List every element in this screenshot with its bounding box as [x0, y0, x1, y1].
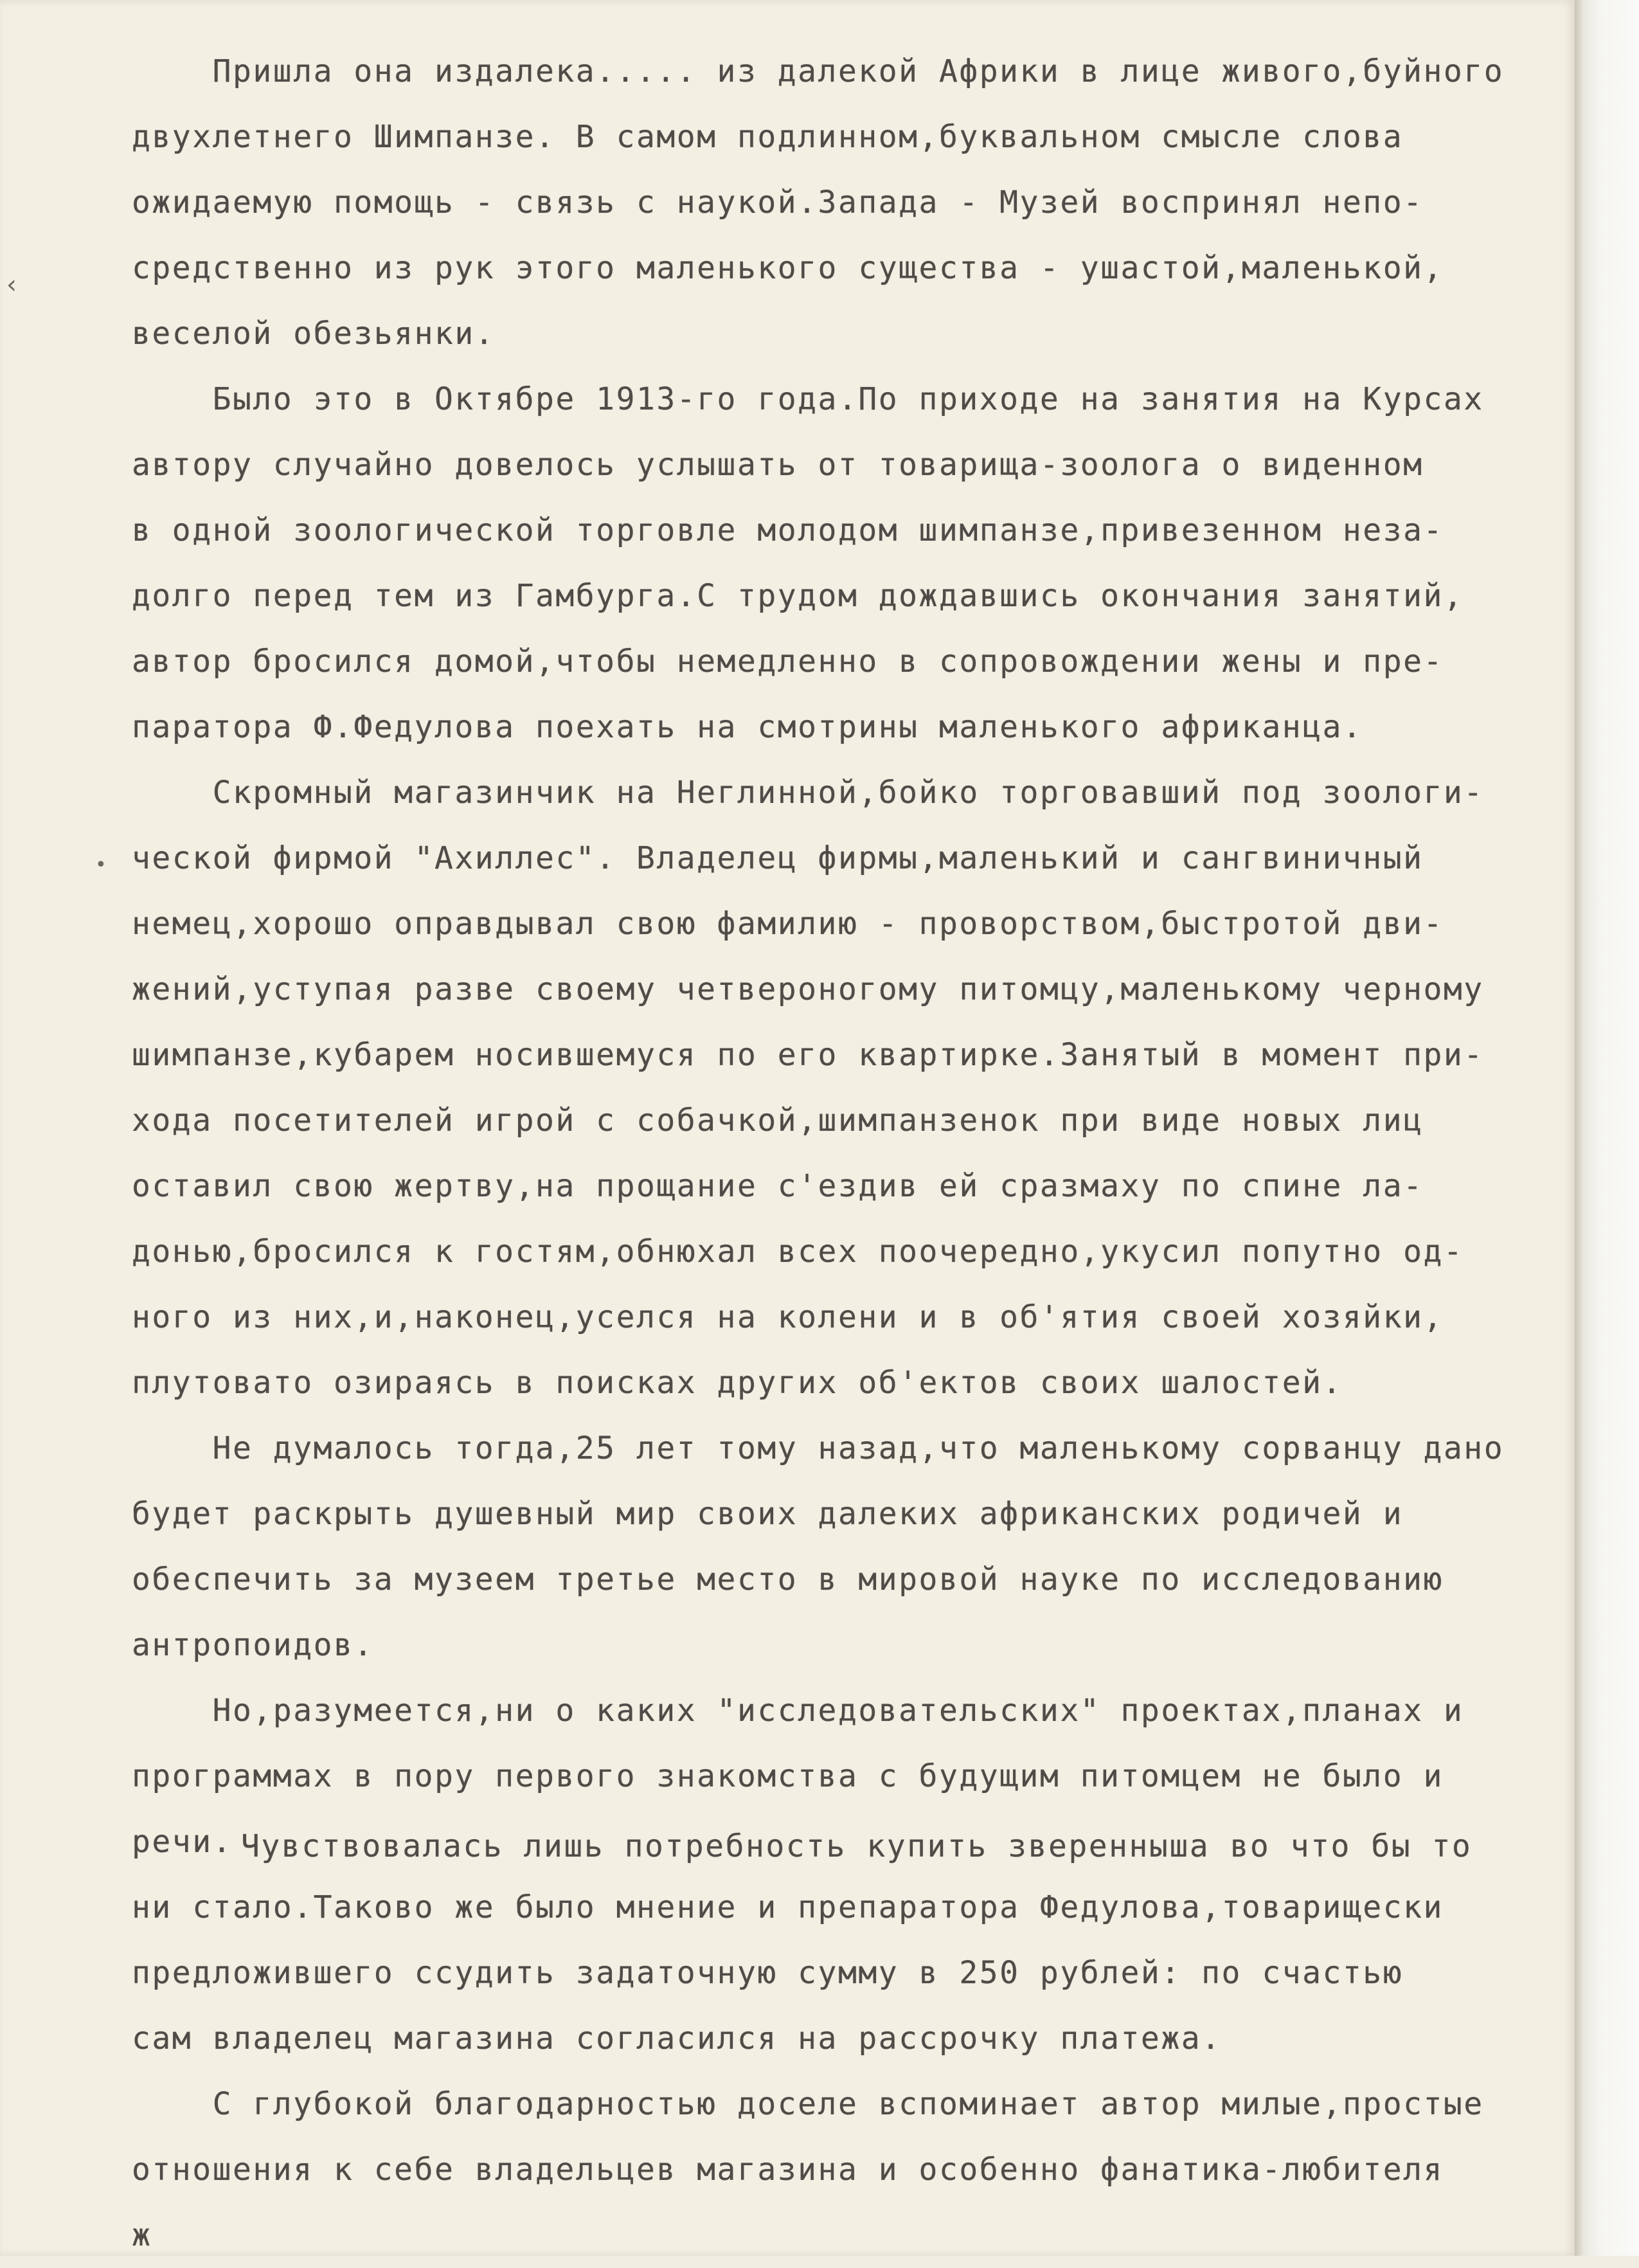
text-line-30: предложившего ссудить задаточную сумму в 250 рублей: по счастью [132, 1955, 1404, 1991]
text-line-15: жений,уступая разве своему четвероногому питомцу,маленькому черному [132, 971, 1484, 1007]
text-line-26: Но,разумеется,ни о каких "исследовательских" проектах,планах и [132, 1693, 1464, 1729]
inserted-typed-line: Чувствовалась лишь потребность купить зверенныша во что бы то [241, 1828, 1473, 1864]
text-line-18: оставил свою жертву,на прощание с'ездив ей сразмаху по спине ла- [132, 1168, 1424, 1204]
text-line-29: ни стало.Таково же было мнение и препаратора Федулова,товарищески [132, 1889, 1444, 1925]
text-line-2: двухлетнего Шимпанзе. В самом подлинном,буквальном смысле слова [132, 119, 1404, 155]
text-line-21: плутовато озираясь в поисках других об'ектов своих шалостей. [132, 1365, 1343, 1401]
text-line-17: хода посетителей игрой с собачкой,шимпанзенок при виде новых лиц [132, 1102, 1424, 1138]
text-line-9: долго перед тем из Гамбурга.С трудом дождавшись окончания занятий, [132, 578, 1464, 614]
text-line-22: Не думалось тогда,25 лет тому назад,что маленькому сорванцу дано [132, 1430, 1505, 1466]
text-line-4: средственно из рук этого маленького существа - ушастой,маленькой, [132, 250, 1444, 286]
scan-background-edge [1575, 0, 1639, 2256]
text-line-16: шимпанзе,кубарем носившемуся по его квартирке.Занятый в момент при- [132, 1037, 1484, 1073]
text-line-27: программах в пору первого знакомства с будущим питомцем не было и [132, 1758, 1444, 1794]
text-line-6: Было это в Октябре 1913-го года.По приходе на занятия на Курсах [132, 381, 1484, 417]
text-line-14: немец,хорошо оправдывал свою фамилию - проворством,быстротой дви- [132, 906, 1444, 942]
text-line-32: С глубокой благодарностью доселе вспоминает автор милые,простые [132, 2086, 1484, 2122]
text-line-11: паратора Ф.Федулова поехать на смотрины маленького африканца. [132, 709, 1363, 745]
margin-mark-icon: ‹ [6, 270, 17, 300]
text-line-24: обеспечить за музеем третье место в мировой науке по исследованию [132, 1562, 1444, 1598]
text-line-31: сам владелец магазина согласился на рассрочку платежа. [132, 2021, 1222, 2056]
typewritten-text [132, 39, 1562, 2268]
text-line-20: ного из них,и,наконец,уселся на колени и в об'ятия своей хозяйки, [132, 1299, 1444, 1335]
text-line-23: будет раскрыть душевный мир своих далеких африканских родичей и [132, 1496, 1404, 1532]
margin-dot-icon: • [95, 854, 107, 876]
text-line-5: веселой обезьянки. [132, 316, 496, 352]
text-line-34: ж [132, 2217, 152, 2253]
text-line-13: ческой фирмой "Ахиллес". Владелец фирмы,маленький и сангвиничный [132, 840, 1424, 876]
text-line-25: антропоидов. [132, 1627, 374, 1663]
text-line-1: Пришла она издалека..... из далекой Африки в лице живого,буйного [132, 53, 1505, 89]
text-line-28: речи. [132, 1824, 233, 1860]
text-line-3: ожидаемую помощь - связь с наукой.Запада - Музей воспринял непо- [132, 184, 1424, 221]
text-line-33: отношения к себе владельцев магазина и особенно фанатика-любителя [132, 2152, 1444, 2188]
text-line-12: Скромный магазинчик на Неглинной,бойко торговавший под зоологи- [132, 775, 1484, 811]
text-line-19: донью,бросился к гостям,обнюхал всех поочередно,укусил попутно од- [132, 1234, 1464, 1270]
text-line-7: автору случайно довелось услышать от товарища-зоолога о виденном [132, 447, 1424, 483]
text-line-8: в одной зоологической торговле молодом шимпанзе,привезенном неза- [132, 512, 1444, 548]
text-line-10: автор бросился домой,чтобы немедленно в сопровождении жены и пре- [132, 644, 1444, 680]
